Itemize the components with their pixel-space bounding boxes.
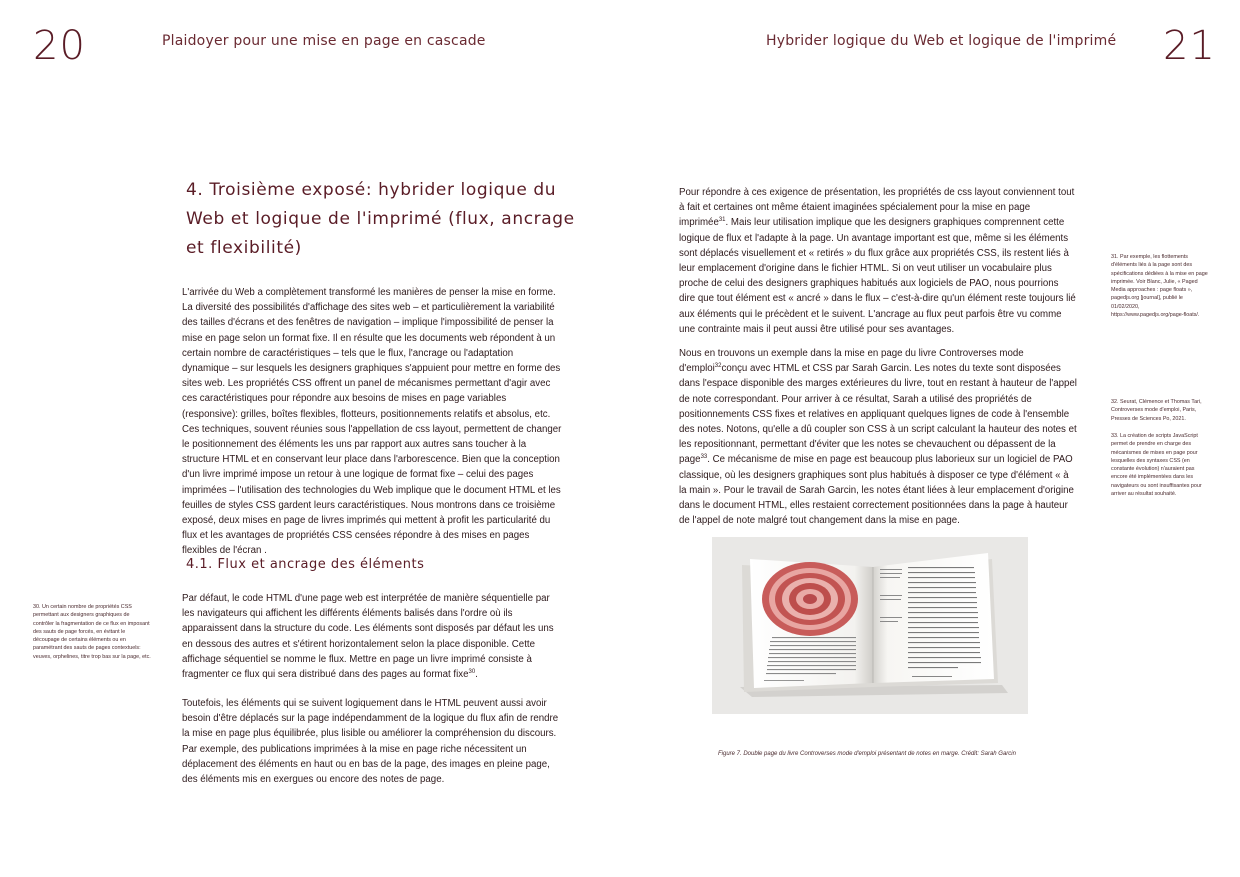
figure-caption: Figure 7. Double page du livre Controverses mode d'emploi présentant de notes en marge. Crédit: Sarah Garcin — [718, 751, 1016, 757]
note-ref-31[interactable]: 31 — [718, 217, 726, 224]
margin-note-32: 32. Seurat, Clémence et Thomas Tari, Controverses mode d'emploi, Paris, Presses de Sciences Po, 2021. — [1111, 399, 1202, 422]
body-paragraph-1: Par défaut, le code HTML d'une page web est interprétée de manière séquentielle par les navigateurs qui affichent les différents éléments balisés dans l'ordre où ils apparaissent dans la structure du code. Les éléments sont disposés par défaut les uns en dessous des autres et s'étirent horizontalement selon la place disponible. Cette affichage séquentiel se nomme le flux. Mettre en page un livre imprimé consiste à fragmenter ce flux qui sera distribué dans des pages au format fixe$^{30}$. — [182, 593, 554, 681]
subsection-heading: 4.1. Flux et ancrage des éléments — [186, 557, 425, 572]
figure-book-photo — [712, 537, 1028, 714]
right-paragraph-1: Pour répondre à ces exigence de présentation, les propriétés de css layout conviennent tout à fait et certaines ont même étaient imaginées spécialement pour la mise en page imprimée$^{31}$. Mais leur utilisation implique que les designers graphiques comprennent cette logique de flux et l'adapte à la page. Un avantage important est que, même si les éléments sont déplacés visuellement et « retirés » du flux grâce aux propriétés CSS, ils restent liés à leur emplacement d'origine dans le fichier HTML. Si on veut utiliser un vocabulaire plus proche de celui des designers graphiques habitués aux logiciels de PAO, nous pourrions dire que tout élément est « ancré » dans le flux – c'est-à-dire qu'un élément reste toujours lié aux éléments qui le précèdent et le suivent. L'ancrage au flux peut parfois être vu comme une contrainte mais il peut aussi être utilisé pour ses avantages. — [679, 187, 1076, 335]
page-number-left: 20 — [33, 23, 86, 69]
intro-paragraph: L'arrivée du Web a complètement transformé les manières de penser la mise en forme. La diversité des possibilités d'affichage des sites web – et particulièrement la variabilité des tailles d'écrans et des fenêtres de navigation – implique l'impossibilité de penser la mise en page selon un format fixe. Il en résulte que les documents web répondent à un certain nombre de caractéristiques – tels que le flux, l'ancrage ou l'adaptation dynamique – sur lesquels les designers graphiques s'appuient pour mettre en forme des sites web. Les propriétés CSS offrent un panel de mécanismes permettant d'agir avec ces caractéristiques pour répondre aux besoins de mises en page variables (responsive): grilles, boîtes flexibles, flotteurs, positionnements relatifs et absolus, etc. Ces techniques, souvent réunies sous l'appellation de css layout, permettent de changer le positionnement des éléments les uns par rapport aux autres sans toucher à la structure HTML et en conservant leur place dans l'arborescence. Bien que la conception d'un livre imprimé impose un retour à une logique de format fixe – celui des pages imprimées – l'utilisation des technologies du Web implique que le document HTML et les feuilles de styles CSS gardent leurs caractéristiques. Nous montrons dans ce troisième exposé, deux mises en page de livres imprimés qui mettent à profit les particularité du flux et les avantages de propriétés CSS censées répondre à des mises en pages flexibles de l'écran . — [182, 287, 562, 557]
right-paragraph-2: Nous en trouvons un exemple dans la mise en page du livre Controverses mode d'emploi$^{32}$conçu avec HTML et CSS par Sarah Garcin. Les notes du texte sont disposées dans l'espace disponible des marges extérieures du livre, tout en restant à hauteur de l'appel de note correspondant. Pour arriver à ce résultat, Sarah a utilisé des propriétés de positionnements CSS fixes et relatives en appliquant quelques lignes de code à l'ensemble des notes. Notons, qu'elle a dû coupler son CSS à un script calculant la hauteur des notes et les repositionnant, permettant d'éviter que les notes se chevauchent ou dépassent de la page$^{33}$. Ce mécanisme de mise en page est beaucoup plus laborieux sur un logiciel de PAO classique, où les designers graphiques sont plus habitués à disposer ce type d'élément « à la main ». Pour le travail de Sarah Garcin, les notes étant liées à leur emplacement d'origine dans le document HTML, elles restaient correctement positionnées dans la page à hauteur de l'appel de note malgré tout changement dans la mise en page. — [679, 348, 1077, 527]
open-book-illustration — [712, 537, 1028, 714]
tree-ring-illustration — [762, 562, 858, 636]
section-heading: 4. Troisième exposé: hybrider logique du Web et logique de l'imprimé (flux, ancrage et flexibilité) — [186, 180, 575, 258]
running-title-left: Plaidoyer pour une mise en page en cascade — [162, 33, 486, 49]
margin-note-30: 30. Un certain nombre de propriétés CSS permettant aux designers graphiques de contrôler la fragmentation de ce flux en imposant des sauts de page forcés, en évitant le découpage de certains éléments ou en paramétrant des sauts de pages contextuels: veuves, orphelines, titre trop bas sur la page, etc. — [33, 604, 151, 660]
page-number-right: 21 — [1163, 23, 1216, 69]
margin-note-33: 33. La création de scripts JavaScript permet de prendre en charge des mécanismes de mises en page pour lesquelles des syntaxes CSS (en constante évolution) n'auraient pas encore été implémentées dans les navigateurs ou sont insuffisantes pour arriver au résultat souhaité. — [1111, 433, 1202, 498]
margin-note-31: 31. Par exemple, les flottements d'éléments liés à la page sont des spécifications dédiées à la mise en page imprimée. Voir Blanc, Julie, « Paged Media approaches : page floats », pagedjs.org [journal], publié le 01/02/2020, https://www.pagedjs.org/page-floats/. — [1111, 254, 1208, 319]
running-title-right: Hybrider logique du Web et logique de l'imprimé — [766, 33, 1117, 49]
note-ref-32[interactable]: 32 — [714, 362, 722, 369]
note-ref-33[interactable]: 33 — [700, 454, 708, 461]
note-ref-30[interactable]: 30 — [468, 668, 476, 675]
body-paragraph-2: Toutefois, les éléments qui se suivent logiquement dans le HTML peuvent aussi avoir besoin d'être déplacés sur la page indépendamment de la logique du flux afin de rendre la mise en page plus équilibrée, plus lisible ou améliorer la compréhension du discours. Par exemple, des publications imprimées à la mise en page riche nécessitent un déplacement des éléments en haut ou en bas de la page, des images en pleine page, des éléments mis en exergues ou encore des notes de page. — [182, 698, 559, 786]
